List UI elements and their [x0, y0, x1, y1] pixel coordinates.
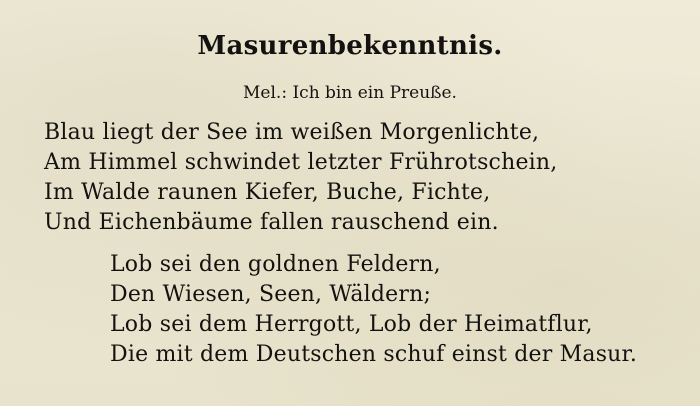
verse-line: Und Eichenbäume fallen rauschend ein. [44, 210, 499, 235]
stanza-2 [110, 250, 637, 370]
refrain-line: Den Wiesen, Seen, Wäldern; [110, 282, 432, 307]
verse-line: Blau liegt der See im weißen Morgenlichte, [44, 120, 540, 145]
stanza-1 [44, 118, 557, 238]
melody-note: Mel.: Ich bin ein Preuße. [243, 83, 457, 103]
poem-title: Masurenbekenntnis. [197, 31, 503, 61]
verse-line: Am Himmel schwindet letzter Frührotschein, [44, 150, 558, 175]
refrain-line: Lob sei den goldnen Feldern, [110, 252, 441, 277]
refrain-line: Lob sei dem Herrgott, Lob der Heimatflur, [110, 312, 593, 337]
verse-line: Im Walde raunen Kiefer, Buche, Fichte, [44, 180, 491, 205]
refrain-line: Die mit dem Deutschen schuf einst der Masur. [110, 342, 638, 367]
